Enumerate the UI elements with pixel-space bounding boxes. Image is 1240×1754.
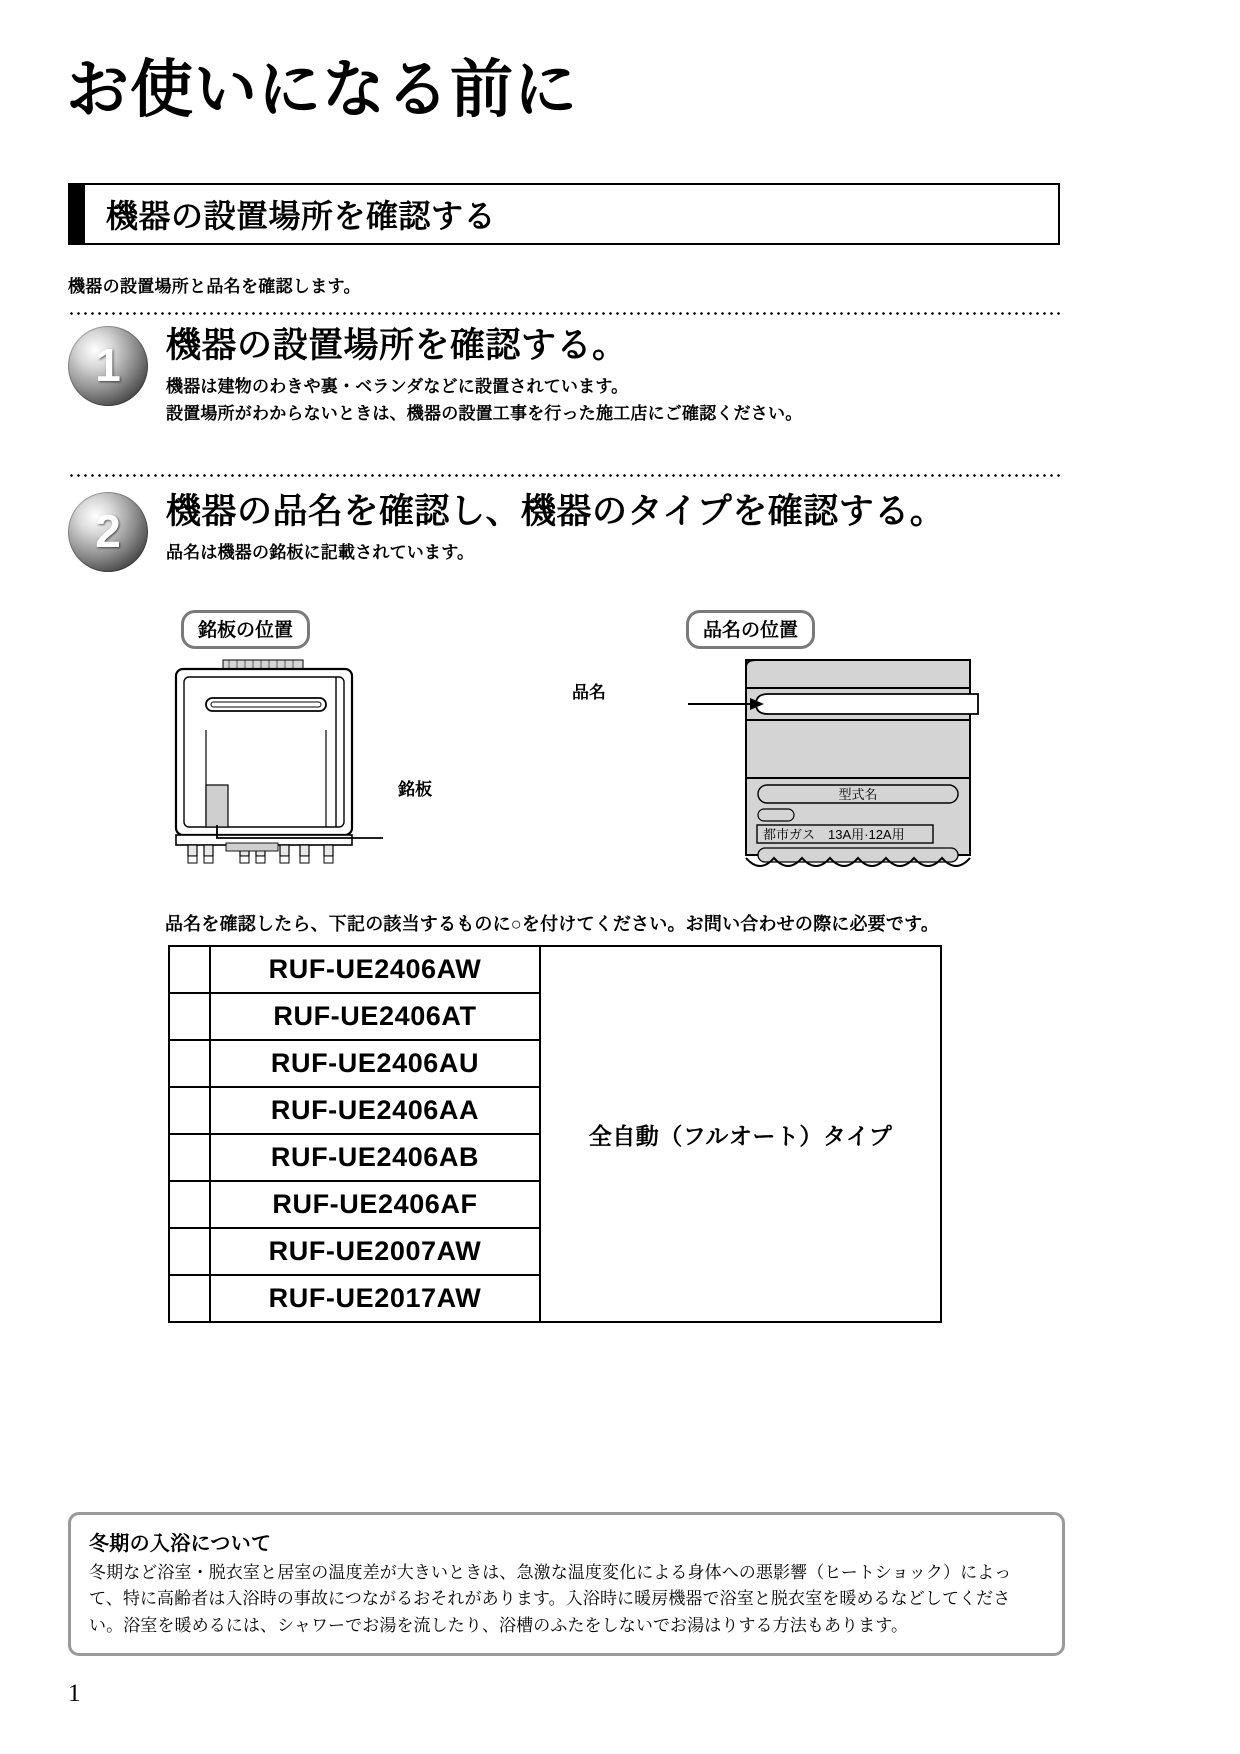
svg-text:都市ガス 13A用·12A用: 都市ガス 13A用·12A用	[763, 827, 905, 842]
model-table-note: 品名を確認したら、下記の該当するものに○を付けてください。お問い合わせの際に必要です。	[165, 914, 940, 934]
model-checkbox-cell[interactable]	[169, 1040, 210, 1087]
model-name-cell: RUF-UE2017AW	[210, 1275, 540, 1322]
page-title: お使いになる前に	[66, 55, 578, 125]
step-2-badge	[68, 492, 148, 572]
model-table	[168, 945, 942, 1323]
step-2-number: 2	[95, 505, 121, 557]
model-checkbox-cell[interactable]	[169, 1228, 210, 1275]
table-row	[169, 946, 941, 993]
step-1-line-1: 機器は建物のわきや裏・ベランダなどに設置されています。	[166, 377, 629, 397]
svg-text:型式名: 型式名	[838, 787, 878, 802]
step-1-description	[166, 374, 802, 427]
model-checkbox-cell[interactable]	[169, 1275, 210, 1322]
page-number: 1	[68, 1680, 81, 1707]
model-checkbox-cell[interactable]	[169, 1087, 210, 1134]
model-name-cell: RUF-UE2406AB	[210, 1134, 540, 1181]
section-header	[68, 183, 1060, 245]
step-1-number: 1	[95, 339, 121, 391]
step-2	[68, 492, 945, 567]
nameplate-location-pill-label: 銘板の位置	[181, 610, 310, 649]
model-name-cell: RUF-UE2007AW	[210, 1228, 540, 1275]
nameplate-callout-label: 銘板	[398, 780, 432, 799]
model-checkbox-cell[interactable]	[169, 946, 210, 993]
caution-body: 冬期など浴室・脱衣室と居室の温度差が大きいときは、急激な温度変化による身体への悪影響（ヒートショック）によって、特に高齢者は入浴時の事故につながるおそれがあります。入浴時に暖房機器で浴室と脱衣室を暖めるなどしてください。浴室を暖めるには、シャワーでお湯を流したり、浴槽のふたをしないでお湯はりする方法もあります。	[89, 1563, 1012, 1635]
model-name-callout-label: 品名	[572, 683, 606, 702]
step-2-line-1: 品名は機器の銘板に記載されています。	[166, 543, 475, 563]
section-lead-text: 機器の設置場所と品名を確認します。	[68, 277, 361, 296]
section-header-label: 機器の設置場所を確認する	[106, 198, 497, 234]
model-checkbox-cell[interactable]	[169, 1134, 210, 1181]
model-name-cell: RUF-UE2406AW	[210, 946, 540, 993]
section-header-bar	[70, 185, 85, 243]
water-heater-unit-illustration	[128, 655, 448, 885]
model-type-cell: 全自動（フルオート）タイプ	[540, 946, 941, 1322]
step-1	[68, 326, 802, 427]
model-location-pill-label: 品名の位置	[686, 610, 815, 649]
divider-dotted-2	[68, 474, 1063, 477]
divider-dotted-1	[68, 312, 1063, 315]
step-1-line-2: 設置場所がわからないときは、機器の設置工事を行った施工店にご確認ください。	[166, 403, 803, 423]
model-checkbox-cell[interactable]	[169, 1181, 210, 1228]
step-1-body	[166, 326, 802, 427]
model-checkbox-cell[interactable]	[169, 993, 210, 1040]
model-table-body	[169, 946, 941, 1322]
caution-box	[68, 1512, 1065, 1656]
step-1-badge	[68, 326, 148, 406]
nameplate-closeup-illustration	[688, 655, 988, 885]
caution-title: 冬期の入浴について	[89, 1533, 272, 1555]
step-2-body	[166, 492, 945, 567]
step-2-description	[166, 540, 945, 566]
model-name-cell: RUF-UE2406AA	[210, 1087, 540, 1134]
step-1-title: 機器の設置場所を確認する。	[166, 326, 628, 365]
model-name-cell: RUF-UE2406AT	[210, 993, 540, 1040]
model-name-cell: RUF-UE2406AF	[210, 1181, 540, 1228]
model-name-cell: RUF-UE2406AU	[210, 1040, 540, 1087]
diagram-area	[68, 600, 1068, 900]
step-2-title: 機器の品名を確認し、機器のタイプを確認する。	[166, 492, 946, 531]
